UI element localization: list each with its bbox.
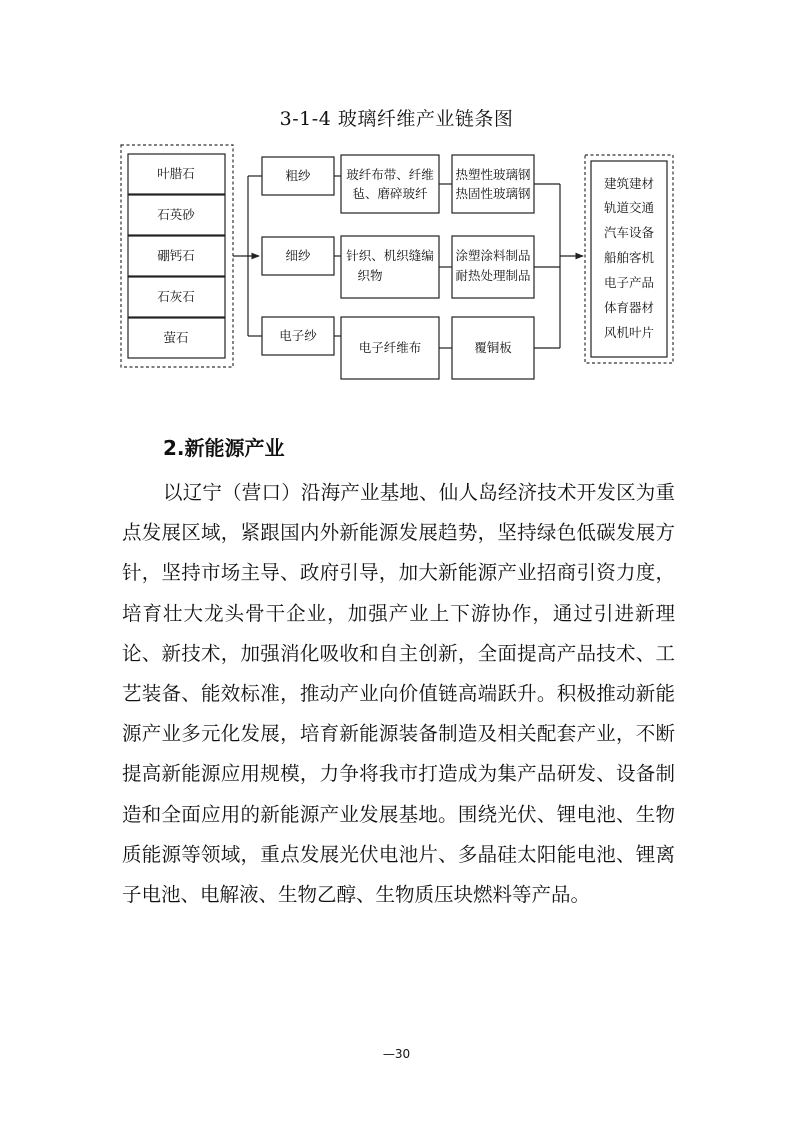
application-label: 电子产品	[603, 275, 655, 290]
stage3-label: 涂塑涂料制品	[455, 248, 531, 263]
stage3-label: 热固性玻璃钢	[455, 186, 531, 201]
application-label: 体育器材	[603, 300, 655, 315]
page-number: —30	[382, 1047, 411, 1061]
stage2-box	[341, 236, 439, 298]
figure-title: 3-1-4 玻璃纤维产业链条图	[279, 108, 514, 130]
application-label: 汽车设备	[603, 225, 655, 240]
application-label: 轨道交通	[603, 200, 655, 215]
raw-material-label: 叶腊石	[157, 166, 195, 181]
stage3-label: 覆铜板	[474, 340, 512, 355]
stage2-box	[341, 155, 439, 213]
section-heading: 2.新能源产业	[163, 436, 285, 460]
application-label: 风机叶片	[603, 325, 655, 340]
industry-chain-diagram	[0, 0, 793, 400]
stage3-label: 热塑性玻璃钢	[455, 167, 531, 182]
stage3-label: 耐热处理制品	[455, 268, 531, 283]
stage2-label: 玻纤布带、纤维	[346, 167, 434, 182]
stage3-box	[452, 155, 534, 213]
stage3-box	[452, 236, 534, 298]
stage2-label: 织物	[357, 268, 383, 283]
stage2-label: 针织、机织缝编	[346, 248, 434, 263]
raw-material-label: 硼钙石	[157, 248, 195, 263]
application-label: 建筑建材	[603, 176, 655, 191]
stage2-label: 电子纤维布	[358, 340, 422, 355]
raw-material-label: 萤石	[163, 330, 189, 345]
yarn-label: 电子纱	[279, 328, 317, 343]
yarn-label: 细纱	[285, 248, 311, 263]
body-paragraph: 以辽宁（营口）沿海产业基地、仙人岛经济技术开发区为重点发展区域，紧跟国内外新能源发展趋势，坚持绿色低碳发展方针，坚持市场主导、政府引导，加大新能源产业招商引资力度，培育壮大龙头骨干企业，加强产业上下游协作，通过引进新理论、新技术，加强消化吸收和自主创新，全面提高产品技术、工艺装备、能效标准，推动产业向价值链高端跃升。积极推动新能源产业多元化发展，培育新能源装备制造及相关配套产业，不断提高新能源应用规模，力争将我市打造成为集产品研发、设备制造和全面应用的新能源产业发展基地。围绕光伏、锂电池、生物质能源等领域，重点发展光伏电池片、多晶硅太阳能电池、锂离子电池、电解液、生物乙醇、生物质压块燃料等产品。	[122, 481, 675, 907]
application-label: 船舶客机	[603, 250, 655, 265]
raw-material-label: 石灰石	[157, 289, 195, 304]
yarn-label: 粗纱	[285, 168, 311, 183]
raw-material-label: 石英砂	[157, 207, 195, 222]
stage2-label: 毡、磨碎玻纤	[352, 186, 428, 201]
